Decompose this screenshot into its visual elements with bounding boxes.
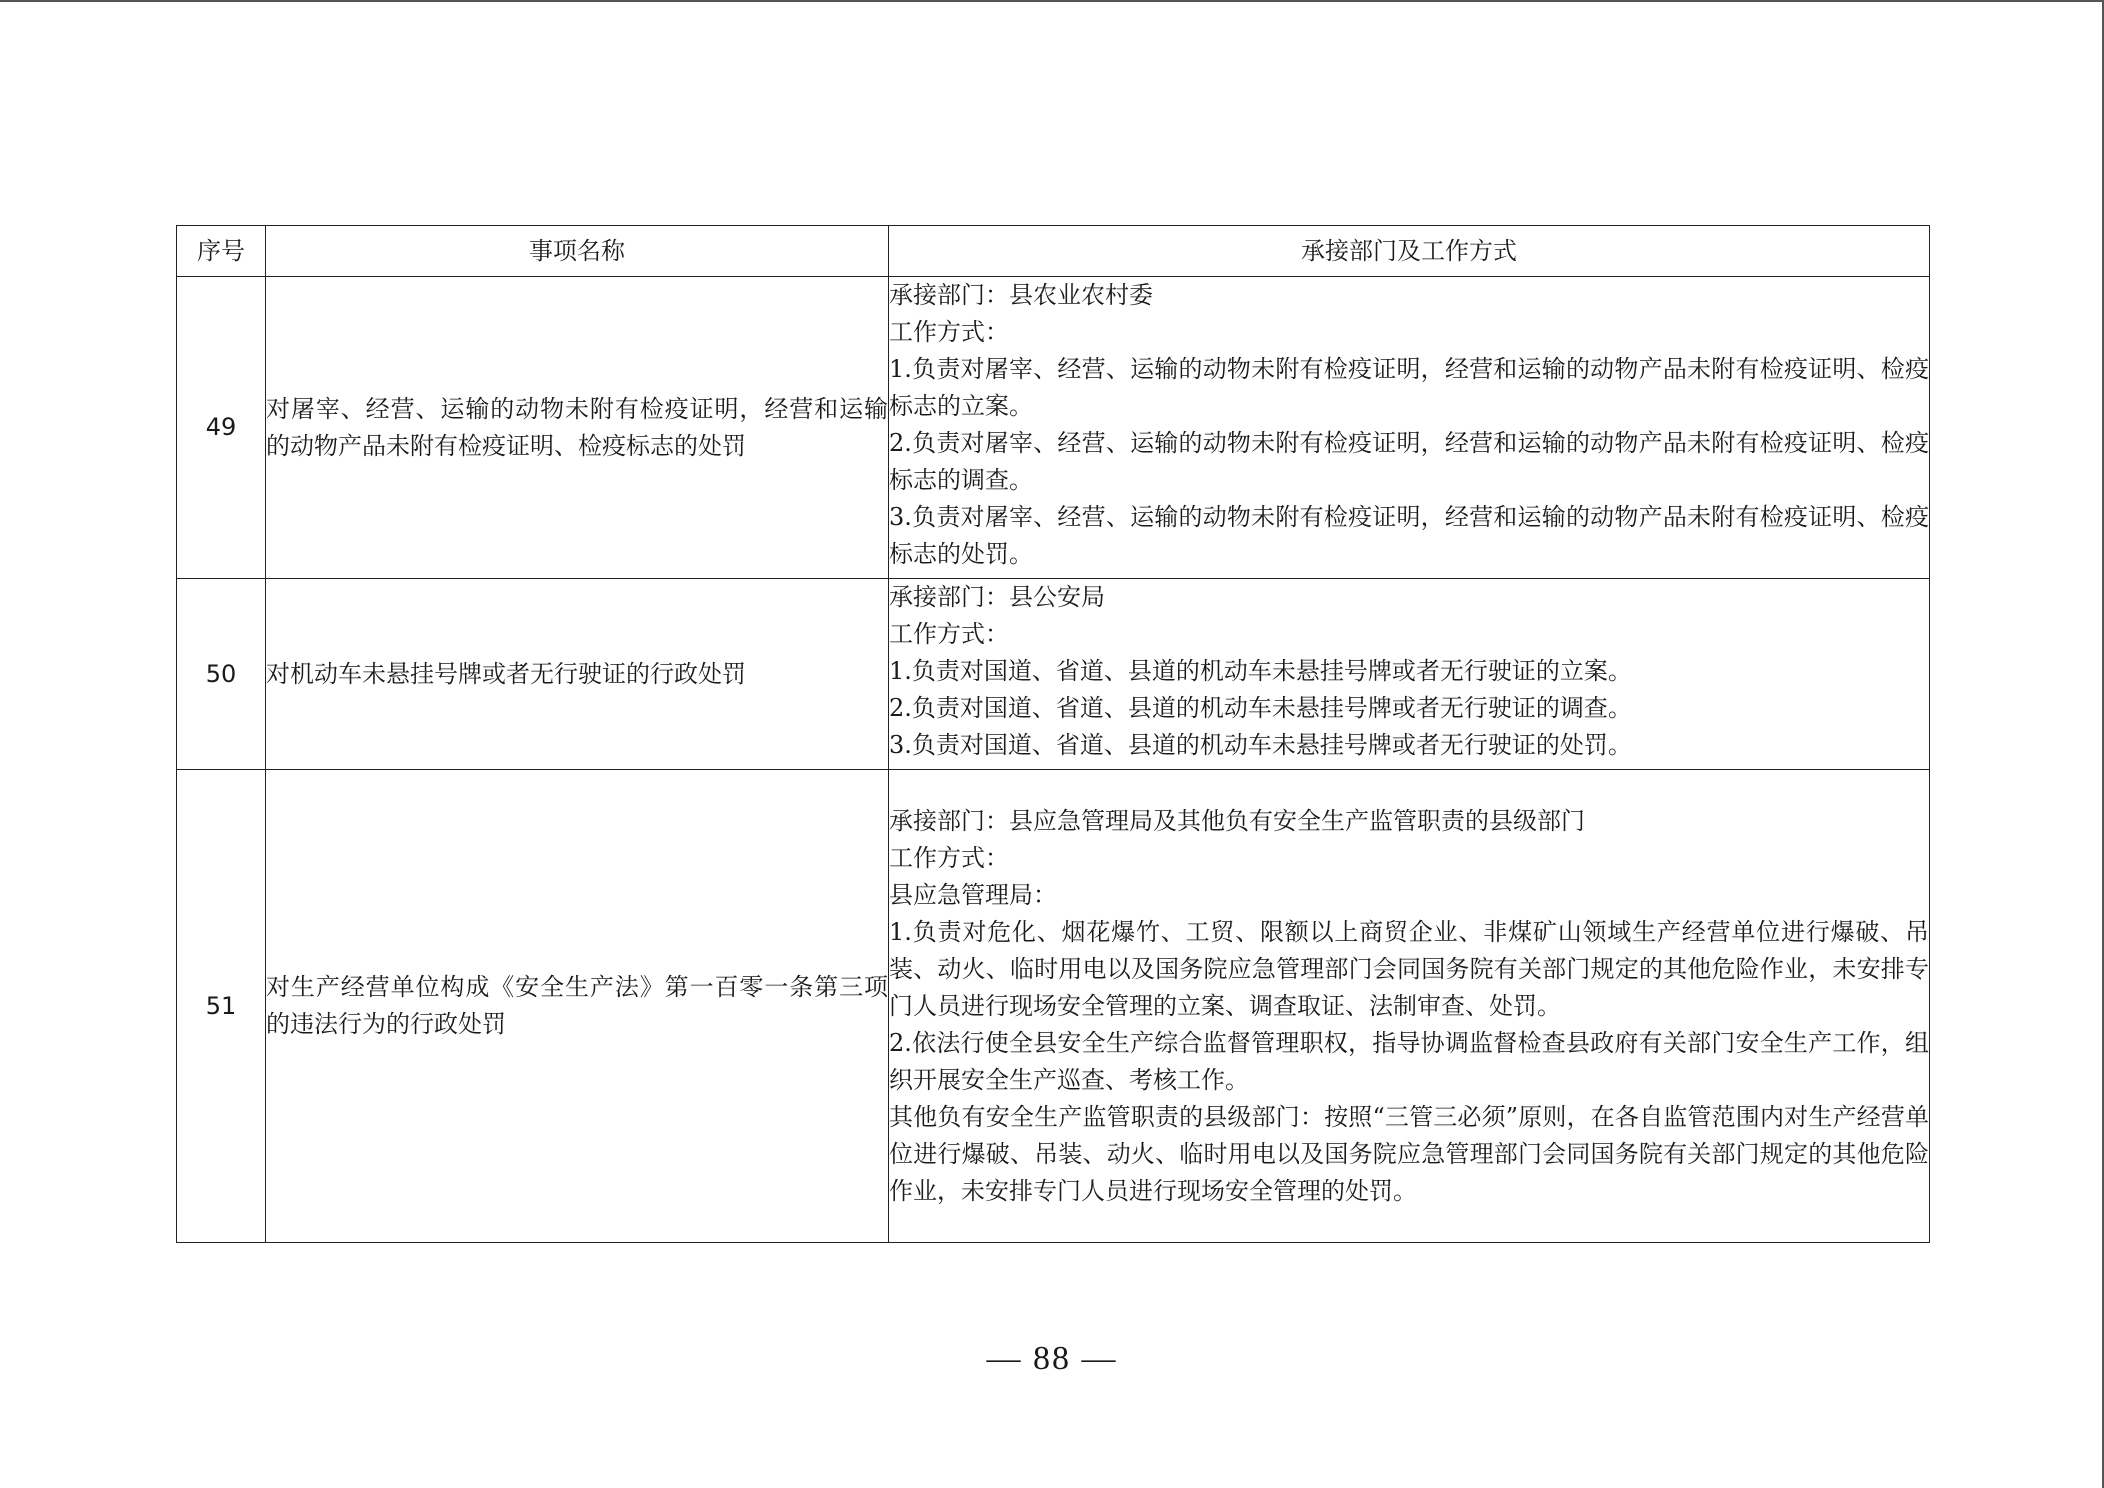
header-dept: 承接部门及工作方式	[889, 226, 1930, 277]
dept-line: 承接部门：县应急管理局及其他负有安全生产监管职责的县级部门	[889, 806, 1585, 835]
table-row	[177, 579, 1930, 770]
dept-line: 工作方式：	[889, 620, 1009, 648]
dept-line: 其他负有安全生产监管职责的县级部门：按照“三管三必须”原则，在各自监管范围内对生产经营单位进行爆破、吊装、动火、临时用电以及国务院应急管理部门会同国务院有关部门规定的其他危险作业，未安排专门人员进行现场安全管理的处罚。	[889, 1102, 1929, 1205]
dept-line: 县应急管理局：	[889, 880, 1057, 909]
dept-line: 工作方式：	[889, 318, 1009, 346]
dept-line: 工作方式：	[889, 843, 1009, 872]
page-top-border	[0, 0, 2104, 2]
dept-line: 2.负责对国道、省道、县道的机动车未悬挂号牌或者无行驶证的调查。	[889, 694, 1632, 722]
dept-line: 2.负责对屠宰、经营、运输的动物未附有检疫证明，经营和运输的动物产品未附有检疫证明、检疫标志的调查。	[889, 429, 1929, 494]
row-seq: 49	[177, 277, 266, 579]
dept-line: 2.依法行使全县安全生产综合监督管理职权，指导协调监督检查县政府有关部门安全生产工作，组织开展安全生产巡查、考核工作。	[889, 1028, 1929, 1094]
table-row	[177, 277, 1930, 579]
row-item-name: 对生产经营单位构成《安全生产法》第一百零一条第三项的违法行为的行政处罚	[266, 770, 889, 1243]
dept-line: 3.负责对屠宰、经营、运输的动物未附有检疫证明，经营和运输的动物产品未附有检疫证明、检疫标志的处罚。	[889, 503, 1929, 568]
row-dept-method	[889, 277, 1930, 579]
row-item-name: 对屠宰、经营、运输的动物未附有检疫证明，经营和运输的动物产品未附有检疫证明、检疫标志的处罚	[266, 277, 889, 579]
row-seq: 51	[177, 770, 266, 1243]
dept-line: 1.负责对屠宰、经营、运输的动物未附有检疫证明，经营和运输的动物产品未附有检疫证明、检疫标志的立案。	[889, 355, 1929, 420]
row-seq: 50	[177, 579, 266, 770]
items-table	[176, 225, 1930, 1243]
header-name: 事项名称	[266, 226, 889, 277]
row-dept-method	[889, 770, 1930, 1243]
page-number: — 88 —	[986, 1340, 1118, 1377]
dept-line: 承接部门：县公安局	[889, 583, 1105, 611]
dept-line: 1.负责对国道、省道、县道的机动车未悬挂号牌或者无行驶证的立案。	[889, 657, 1632, 685]
table-header-row	[177, 226, 1930, 277]
row-dept-method	[889, 579, 1930, 770]
dept-line: 1.负责对危化、烟花爆竹、工贸、限额以上商贸企业、非煤矿山领域生产经营单位进行爆破、吊装、动火、临时用电以及国务院应急管理部门会同国务院有关部门规定的其他危险作业，未安排专门人员进行现场安全管理的立案、调查取证、法制审查、处罚。	[889, 917, 1929, 1020]
dept-line: 3.负责对国道、省道、县道的机动车未悬挂号牌或者无行驶证的处罚。	[889, 731, 1632, 759]
header-seq: 序号	[177, 226, 266, 277]
row-item-name: 对机动车未悬挂号牌或者无行驶证的行政处罚	[266, 579, 889, 770]
dept-line: 承接部门：县农业农村委	[889, 281, 1153, 309]
table-row	[177, 770, 1930, 1243]
